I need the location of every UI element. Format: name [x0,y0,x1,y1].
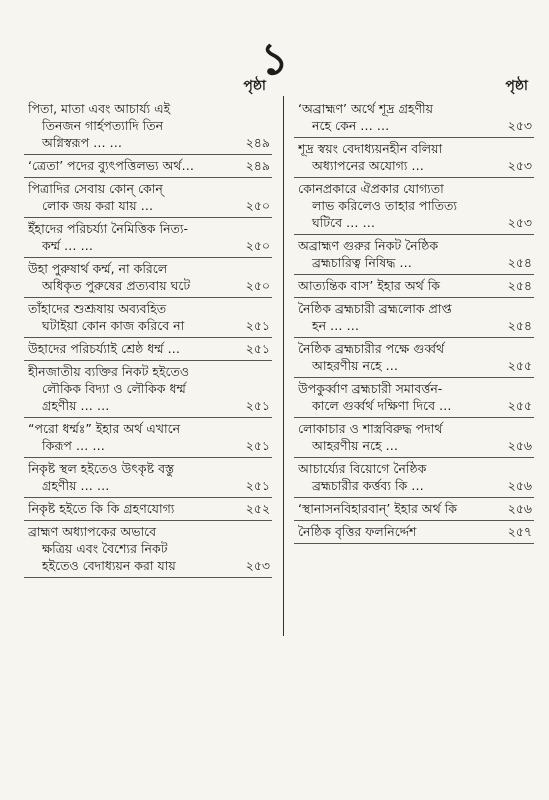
toc-entry-text [294,180,494,231]
toc-entry-line: গ্রহণীয় … … [42,478,110,493]
toc-entry [294,138,534,178]
toc-entry-page: ২৫০ [245,238,270,253]
toc-entry [294,458,534,498]
toc-entry-line: আচার্য্যের বিয়োগে নৈষ্ঠিক [298,461,427,476]
toc-entry [294,378,534,418]
toc-entry-line: ‘ত্রেতা’ পদের ব্যুৎপত্তিলভ্য অর্থ… [28,158,195,173]
toc-entry [294,498,534,521]
toc-entry-page: ২৫৫ [507,358,532,373]
toc-entry-text [294,100,494,134]
toc-entry-page: ২৫৪ [507,255,532,270]
toc-entry-page: ২৫৭ [507,524,532,539]
toc-entry-line: লোকাচার ও শাস্ত্রবিরুদ্ধ পদার্থ [298,421,443,436]
toc-entry [24,98,272,155]
toc-entry-text [294,460,494,494]
toc-entry-page: ২৫৬ [507,438,532,453]
toc-entry-page: ২৫১ [245,438,270,453]
right-entries [294,98,534,544]
left-entries [24,98,272,578]
toc-entry-text [294,380,494,414]
toc-entry-page: ২৫৩ [507,215,532,230]
toc-entry-line: তিনজন গার্হপত্যাদি তিন [42,118,164,133]
toc-entry-line: নিকৃষ্ট হইতে কি কি গ্রহণযোগ্য [28,501,175,516]
toc-entry-line: গ্রহণীয় … … [42,398,110,413]
toc-entry-line: ঘটাইয়া কোন কাজ করিবে না [42,318,185,333]
toc-entry [24,298,272,338]
toc-entry-line: কোনপ্রকারে ঐপ্রকার যোগ্যতা [298,181,444,196]
toc-entry [294,98,534,138]
toc-entry-line: ক্ষত্রিয় এবং বৈশ্যের নিকট [42,541,168,556]
toc-entry-line: লাভ করিলেও তাহার পাতিত্য [312,198,458,213]
toc-entry-page: ২৫৬ [507,501,532,516]
toc-entry-line: আহরণীয় নহে … [312,438,399,453]
page-number: ১ [260,34,289,85]
toc-entry-line: ব্রাহ্মণ অধ্যাপকের অভাবে [28,524,157,539]
toc-entry-line: কালে গুর্ব্বর্থ দক্ষিণা দিবে … [312,398,452,413]
toc-entry-page: ২৫২ [245,501,270,516]
toc-entry [24,178,272,218]
toc-entry-page: ২৫৩ [245,558,270,573]
toc-entry-page: ২৫৩ [507,158,532,173]
toc-entry [294,298,534,338]
left-column [24,74,272,578]
toc-entry-text [24,260,232,294]
toc-entry-line: আহরণীয় নহে … [312,358,399,373]
toc-entry-line: পিতা, মাতা এবং আচার্য্য এই [28,101,171,116]
toc-entry-text [24,180,232,214]
toc-entry-page: ২৪৯ [245,158,270,173]
toc-entry-text [294,500,494,517]
toc-entry-page: ২৫১ [245,398,270,413]
toc-entry-page: ২৫১ [245,341,270,356]
column-divider [283,96,284,636]
toc-entry-text [24,300,232,334]
toc-entry-text [294,523,494,540]
toc-entry [24,361,272,418]
toc-entry-text [24,363,232,414]
toc-entry-text [24,100,232,151]
toc-entry [294,235,534,275]
toc-entry-line: নৈষ্ঠিক বৃত্তির ফলনির্দ্দেশ [298,524,417,539]
toc-entry [294,275,534,298]
toc-entry-line: নিকৃষ্ট স্থল হইতেও উৎকৃষ্ট বস্তু [28,461,175,476]
toc-entry-line: “পরো ধর্ম্মঃ” ইহার অর্থ এখানে [28,421,181,436]
toc-entry-line: উপকুর্ব্বাণ ব্রহ্মচারী সমাবর্ত্তন- [298,381,443,396]
right-column-page-header: পৃষ্ঠা [505,78,528,94]
toc-entry-text [24,340,232,357]
toc-entry-text [294,140,494,174]
toc-entry-text [24,157,232,174]
toc-entry-text [294,237,494,271]
toc-entry-line: অধ্যাপনের অযোগ্য … [312,158,424,173]
toc-entry-text [294,300,494,334]
toc-entry-page: ২৫১ [245,318,270,333]
toc-entry-line: পিত্রাদির সেবায় কোন্ কোন্ [28,181,163,196]
toc-entry-line: হন … … [312,318,359,333]
toc-entry [24,218,272,258]
toc-entry-page: ২৫৫ [507,398,532,413]
toc-entry-text [294,340,494,374]
toc-entry-line: অধিকৃত পুরুষের প্রত্যবায় ঘটে [42,278,191,293]
toc-entry-line: নহে কেন … … [312,118,390,133]
toc-entry [24,155,272,178]
toc-entry [294,418,534,458]
toc-entry-page: ২৫৪ [507,318,532,333]
toc-entry-page: ২৫০ [245,278,270,293]
toc-entry-line: নৈষ্ঠিক ব্রহ্মচারী ব্রহ্মলোক প্রাপ্ত [298,301,452,316]
toc-entry-line: কিরূপ … … [42,438,105,453]
toc-entry-page: ২৫৪ [507,278,532,293]
toc-entry-text [294,420,494,454]
toc-entry-line: আত্যন্তিক বাস’ ইহার অর্থ কি [298,278,441,293]
toc-entry-page: ২৫৬ [507,478,532,493]
toc-entry [294,521,534,544]
toc-entry-line: নৈষ্ঠিক ব্রহ্মচারীর পক্ষে গুর্ব্বর্থ [298,341,445,356]
toc-entry-line: লৌকিক বিদ্যা ও লৌকিক ধর্ম্ম [42,381,186,396]
toc-entry-line: ইঁহাদের পরিচর্য্যা নৈমিত্তিক নিত্য- [28,221,189,236]
toc-entry-line: হইতেও বেদাধ্যয়ন করা যায় [42,558,176,573]
toc-entry-text [24,523,232,574]
toc-entry-line: তাঁহাদের শুশ্রূষায় অব্যবহিত [28,301,167,316]
toc-entry-line: ‘অব্রাহ্মণ’ অর্থে শূদ্র গ্রহণীয় [298,101,434,116]
toc-entry [24,498,272,521]
toc-entry-text [24,220,232,254]
toc-entry-line: ‘স্থানাসনবিহারবান্’ ইহার অর্থ কি [298,501,458,516]
toc-entry-text [24,500,232,517]
toc-entry-text [294,277,494,294]
toc-entry [24,418,272,458]
toc-entry-line: ব্রহ্মচারীর কর্ত্তব্য কি … [312,478,424,493]
right-column [294,74,534,544]
toc-entry [24,458,272,498]
toc-entry-page: ২৫০ [245,198,270,213]
toc-entry-text [24,420,232,454]
toc-entry [294,178,534,235]
toc-entry-line: অব্রাহ্মণ গুরুর নিকট নৈষ্ঠিক [298,238,439,253]
toc-entry-line: উহা পুরুষার্থ কর্ম্ম, না করিলে [28,261,168,276]
toc-entry-page: ২৫৩ [507,118,532,133]
toc-entry [24,521,272,578]
toc-entry [294,338,534,378]
toc-entry-page: ২৫১ [245,478,270,493]
toc-entry-line: শূদ্র স্বয়ং বেদাধ্যয়নহীন বলিয়া [298,141,443,156]
toc-entry-line: উহাদের পরিচর্য্যাই শ্রেষ্ঠ ধর্ম্ম … [28,341,181,356]
toc-entry-line: হীনজাতীয় ব্যক্তির নিকট হইতেও [28,364,190,379]
toc-entry [24,338,272,361]
toc-entry-line: ঘটিবে … … [312,215,376,230]
toc-entry-page: ২৪৯ [245,135,270,150]
toc-entry-text [24,460,232,494]
left-column-page-header: পৃষ্ঠা [243,78,266,94]
toc-entry [24,258,272,298]
toc-entry-line: কর্ম্ম … … [42,238,93,253]
toc-entry-line: অগ্নিস্বরূপ … … [42,135,123,150]
toc-entry-line: লোক জয় করা যায় … [42,198,154,213]
toc-entry-line: ব্রহ্মচারিত্ব নিষিদ্ধ … [312,255,412,270]
